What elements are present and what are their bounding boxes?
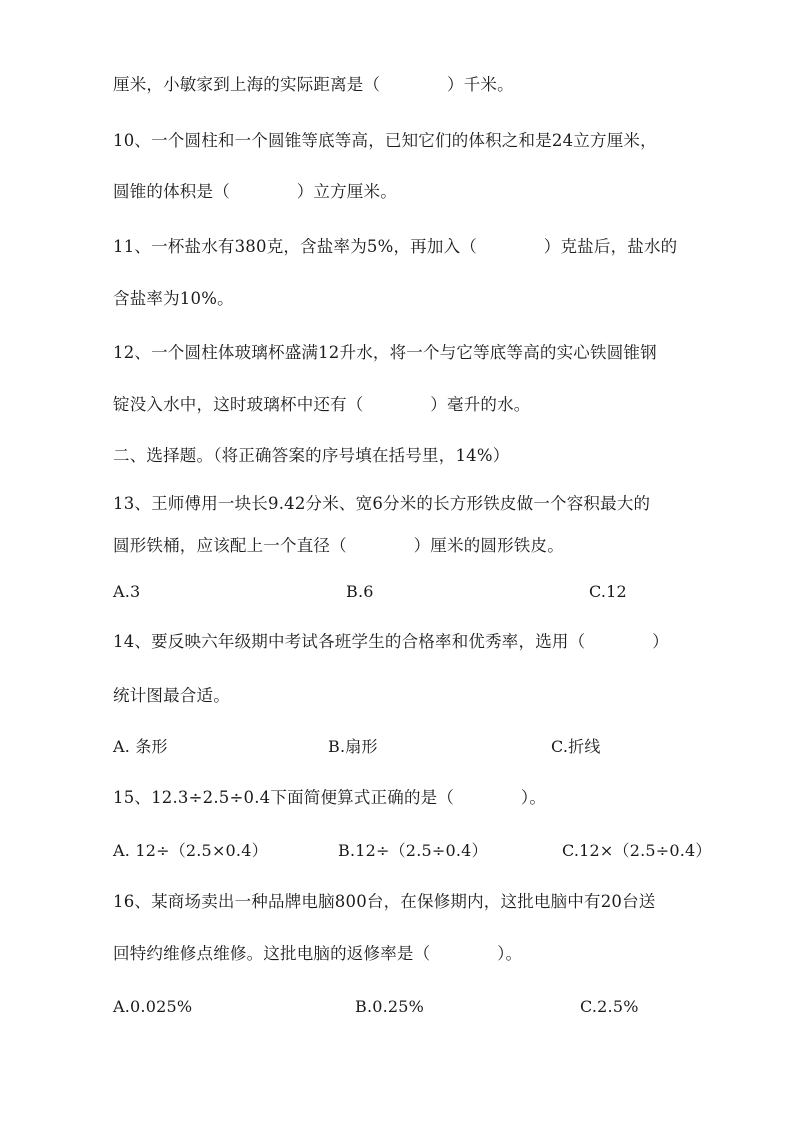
section-2-heading: 二、选择题。（将正确答案的序号填在括号里，14%） — [113, 446, 510, 465]
question-15-option-b: B.12÷（2.5÷0.4） — [338, 841, 488, 860]
question-11-line-1: 11、一杯盐水有380克，含盐率为5%，再加入（ ）克盐后，盐水的 — [113, 237, 678, 256]
question-14-line-1: 14、要反映六年级期中考试各班学生的合格率和优秀率，选用（ ） — [113, 632, 669, 651]
question-13-option-a: A.3 — [113, 582, 141, 601]
question-13-option-c: C.12 — [589, 582, 627, 601]
question-11-line-2: 含盐率为10%。 — [113, 289, 234, 308]
question-10-line-2: 圆锥的体积是（ ）立方厘米。 — [113, 182, 397, 201]
question-16-option-a: A.0.025% — [113, 997, 193, 1016]
question-14-line-2: 统计图最合适。 — [113, 686, 230, 705]
question-13-line-2: 圆形铁桶，应该配上一个直径（ ）厘米的圆形铁皮。 — [113, 536, 564, 555]
question-9-continuation: 厘米，小敏家到上海的实际距离是（ ）千米。 — [113, 75, 514, 94]
question-15-option-a: A. 12÷（2.5×0.4） — [113, 841, 268, 860]
question-16-option-b: B.0.25% — [355, 997, 425, 1016]
question-13-option-b: B.6 — [346, 582, 374, 601]
question-14-option-a: A. 条形 — [113, 737, 168, 756]
question-14-option-b: B.扇形 — [328, 737, 378, 756]
question-16-option-c: C.2.5% — [580, 997, 639, 1016]
question-16-line-1: 16、某商场卖出一种品牌电脑800台，在保修期内，这批电脑中有20台送 — [113, 892, 656, 911]
question-13-line-1: 13、王师傅用一块长9.42分米、宽6分米的长方形铁皮做一个容积最大的 — [113, 494, 651, 513]
question-14-option-c: C.折线 — [551, 737, 601, 756]
question-12-line-2: 锭没入水中，这时玻璃杯中还有（ ）毫升的水。 — [113, 395, 531, 414]
question-16-line-2: 回特约维修点维修。这批电脑的返修率是（ ）。 — [113, 944, 523, 963]
question-15: 15、12.3÷2.5÷0.4下面简便算式正确的是（ ）。 — [113, 788, 547, 807]
question-10-line-1: 10、一个圆柱和一个圆锥等底等高，已知它们的体积之和是24立方厘米， — [113, 131, 657, 150]
question-15-option-c: C.12×（2.5÷0.4） — [562, 841, 712, 860]
question-12-line-1: 12、一个圆柱体玻璃杯盛满12升水，将一个与它等底等高的实心铁圆锥钢 — [113, 343, 657, 362]
